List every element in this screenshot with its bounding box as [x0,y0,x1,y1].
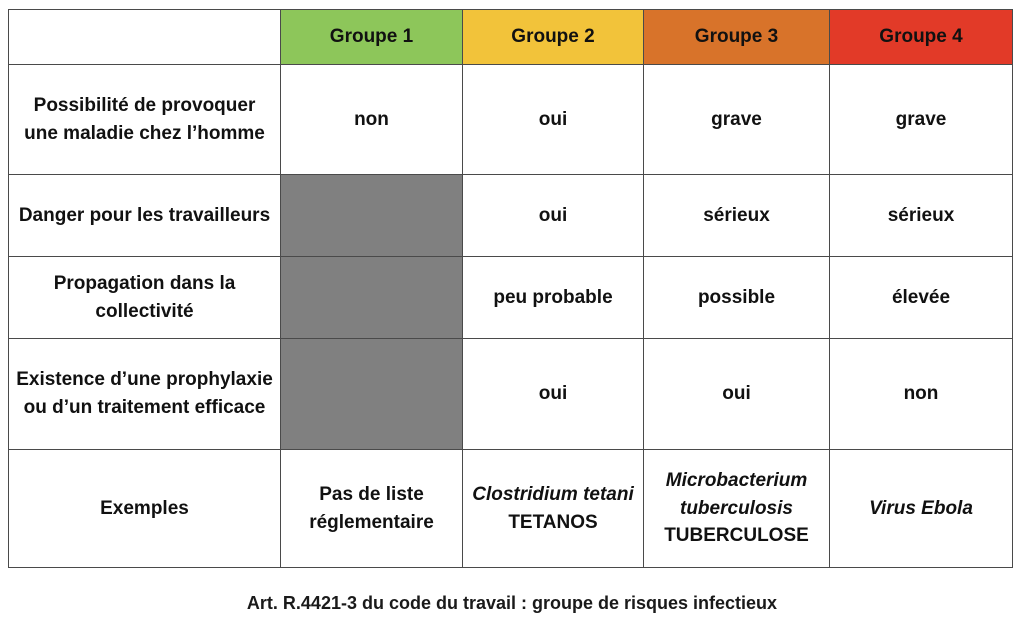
cell-exemples-groupe-4 [830,450,1013,568]
row-exemples [9,450,1013,568]
table-caption: Art. R.4421-3 du code du travail : groupe de risques infectieux [246,593,778,613]
cell-propagation-groupe-2: peu probable [463,257,644,339]
cell-prophylaxie-groupe-4: non [830,339,1013,450]
cell-maladie-groupe-3: grave [644,65,830,175]
row-prophylaxie [9,339,1013,450]
header-groupe-4: Groupe 4 [830,10,1013,65]
header-row [9,10,1013,65]
corner-cell [9,10,281,65]
cell-danger-groupe-3: sérieux [644,175,830,257]
disease-tuberculose: TUBERCULOSE [664,525,809,547]
cell-maladie-groupe-2: oui [463,65,644,175]
cell-danger-groupe-1-not-applicable [281,175,463,257]
row-danger [9,175,1013,257]
cell-exemples-groupe-3 [644,450,830,568]
row-label-maladie: Possibilité de provoquer une maladie chez l’homme [9,65,281,175]
cell-danger-groupe-2: oui [463,175,644,257]
cell-exemples-groupe-2 [463,450,644,568]
species-clostridium-tetani: Clostridium tetani [472,483,634,505]
row-label-exemples: Exemples [9,450,281,568]
cell-propagation-groupe-3: possible [644,257,830,339]
cell-propagation-groupe-1-not-applicable [281,257,463,339]
species-microbacterium-tuberculosis: Microbacterium tuberculosis [665,470,808,519]
row-propagation [9,257,1013,339]
header-groupe-3: Groupe 3 [644,10,830,65]
cell-danger-groupe-4: sérieux [830,175,1013,257]
cell-prophylaxie-groupe-1-not-applicable [281,339,463,450]
header-groupe-1: Groupe 1 [281,10,463,65]
cell-propagation-groupe-4: élevée [830,257,1013,339]
disease-tetanos: TETANOS [508,511,598,533]
cell-maladie-groupe-1: non [281,65,463,175]
cell-exemples-groupe-1: Pas de liste réglementaire [281,450,463,568]
row-maladie [9,65,1013,175]
row-label-prophylaxie: Existence d’une prophylaxie ou d’un traitement efficace [9,339,281,450]
risk-groups-table [8,9,1013,568]
cell-prophylaxie-groupe-3: oui [644,339,830,450]
row-label-propagation: Propagation dans la collectivité [9,257,281,339]
cell-maladie-groupe-4: grave [830,65,1013,175]
cell-prophylaxie-groupe-2: oui [463,339,644,450]
header-groupe-2: Groupe 2 [463,10,644,65]
row-label-danger: Danger pour les travailleurs [9,175,281,257]
species-virus-ebola: Virus Ebola [869,497,973,519]
